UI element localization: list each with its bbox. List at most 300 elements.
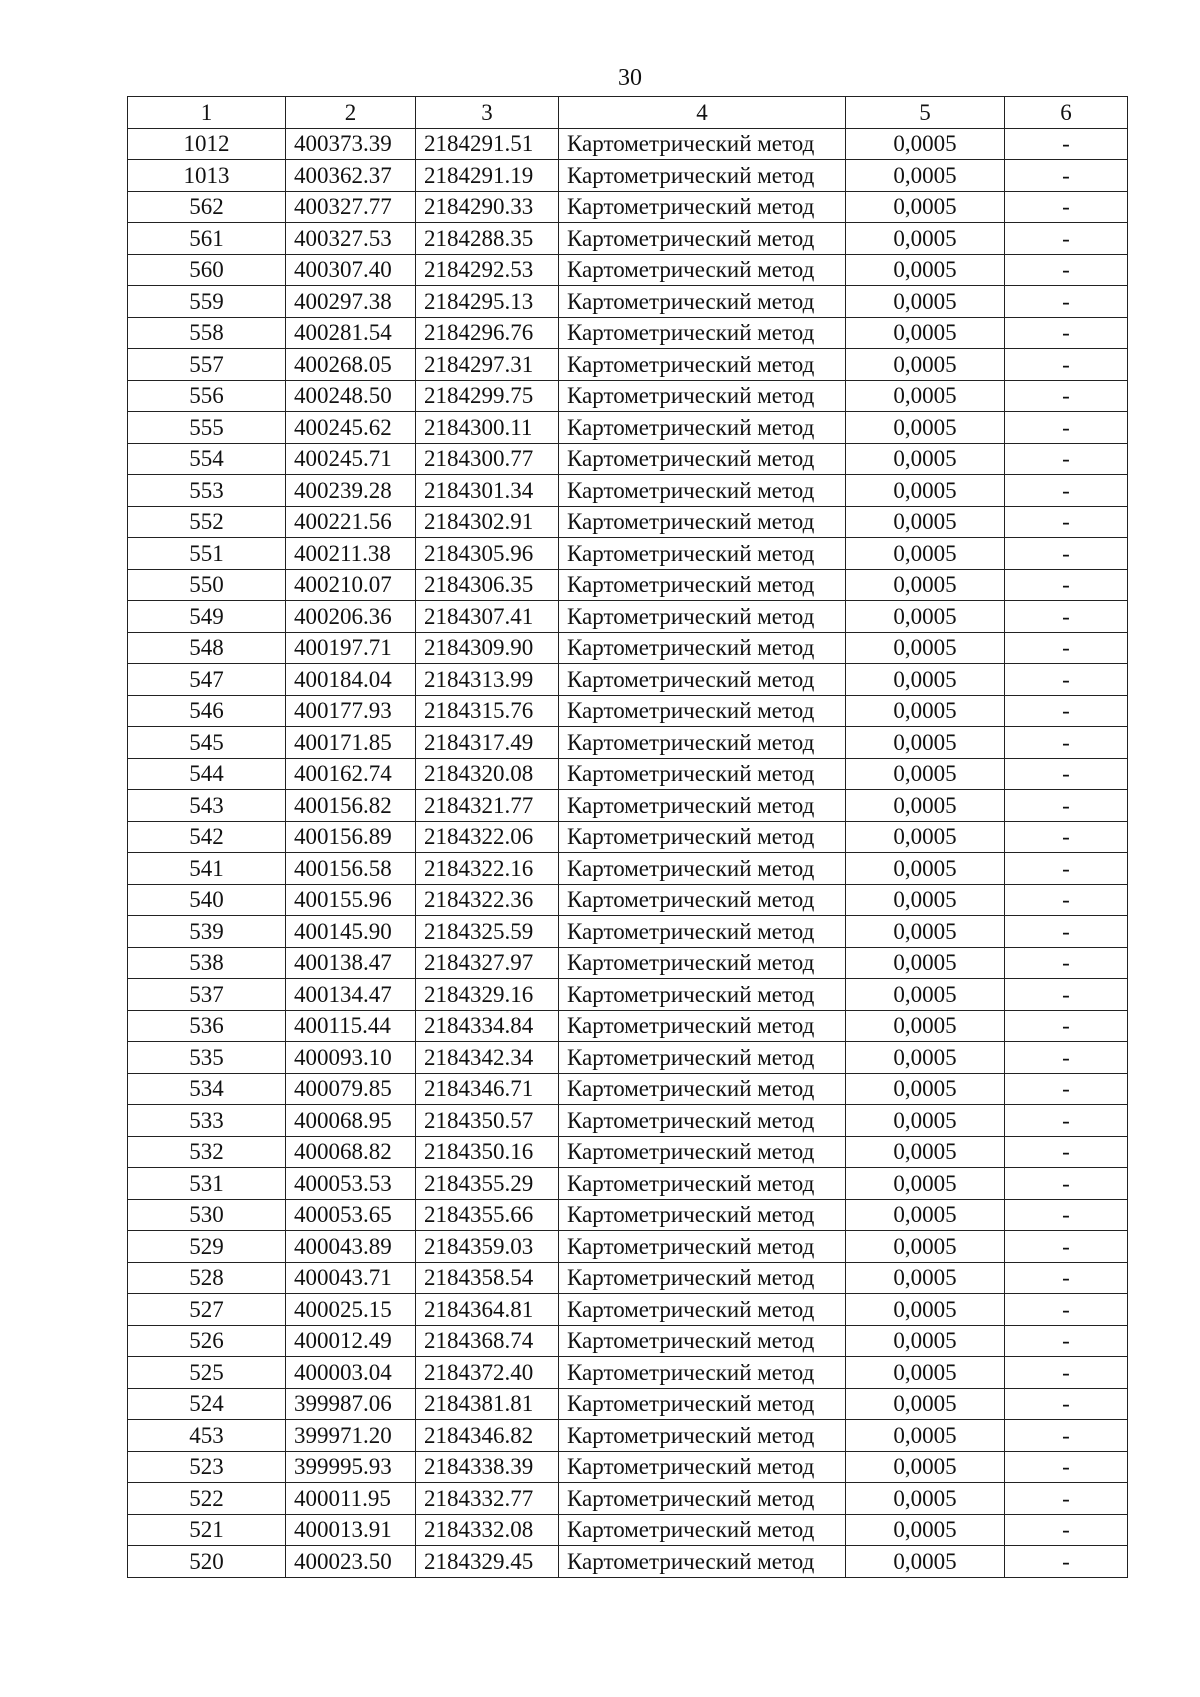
accuracy-cell: 0,0005	[846, 286, 1005, 318]
method-cell: Картометрический метод	[559, 664, 846, 696]
y-coordinate-cell: 2184322.36	[416, 884, 559, 916]
method-cell: Картометрический метод	[559, 1010, 846, 1042]
method-cell: Картометрический метод	[559, 727, 846, 759]
table-row	[128, 1136, 1128, 1168]
note-cell: -	[1005, 1231, 1128, 1263]
accuracy-cell: 0,0005	[846, 979, 1005, 1011]
point-number-cell: 527	[128, 1294, 286, 1326]
table-row	[128, 1294, 1128, 1326]
y-coordinate-cell: 2184290.33	[416, 191, 559, 223]
x-coordinate-cell: 400134.47	[286, 979, 416, 1011]
accuracy-cell: 0,0005	[846, 1420, 1005, 1452]
note-cell: -	[1005, 1010, 1128, 1042]
x-coordinate-cell: 400093.10	[286, 1042, 416, 1074]
method-cell: Картометрический метод	[559, 884, 846, 916]
note-cell: -	[1005, 632, 1128, 664]
point-number-cell: 525	[128, 1357, 286, 1389]
y-coordinate-cell: 2184350.16	[416, 1136, 559, 1168]
point-number-cell: 531	[128, 1168, 286, 1200]
method-cell: Картометрический метод	[559, 475, 846, 507]
note-cell: -	[1005, 475, 1128, 507]
x-coordinate-cell: 400221.56	[286, 506, 416, 538]
method-cell: Картометрический метод	[559, 380, 846, 412]
note-cell: -	[1005, 1199, 1128, 1231]
table-row	[128, 1514, 1128, 1546]
table-row	[128, 1168, 1128, 1200]
method-cell: Картометрический метод	[559, 254, 846, 286]
column-header-4: 4	[559, 97, 846, 129]
x-coordinate-cell: 400043.89	[286, 1231, 416, 1263]
x-coordinate-cell: 400210.07	[286, 569, 416, 601]
table-row	[128, 443, 1128, 475]
x-coordinate-cell: 400362.37	[286, 160, 416, 192]
method-cell: Картометрический метод	[559, 1451, 846, 1483]
method-cell: Картометрический метод	[559, 1357, 846, 1389]
table-header-row	[128, 97, 1128, 129]
accuracy-cell: 0,0005	[846, 1546, 1005, 1578]
table-row	[128, 286, 1128, 318]
y-coordinate-cell: 2184288.35	[416, 223, 559, 255]
y-coordinate-cell: 2184350.57	[416, 1105, 559, 1137]
method-cell: Картометрический метод	[559, 1231, 846, 1263]
method-cell: Картометрический метод	[559, 853, 846, 885]
table-row	[128, 664, 1128, 696]
point-number-cell: 542	[128, 821, 286, 853]
method-cell: Картометрический метод	[559, 1042, 846, 1074]
accuracy-cell: 0,0005	[846, 601, 1005, 633]
table-row	[128, 979, 1128, 1011]
table-row	[128, 1420, 1128, 1452]
point-number-cell: 557	[128, 349, 286, 381]
x-coordinate-cell: 399995.93	[286, 1451, 416, 1483]
point-number-cell: 541	[128, 853, 286, 885]
y-coordinate-cell: 2184306.35	[416, 569, 559, 601]
point-number-cell: 559	[128, 286, 286, 318]
y-coordinate-cell: 2184301.34	[416, 475, 559, 507]
point-number-cell: 453	[128, 1420, 286, 1452]
note-cell: -	[1005, 1105, 1128, 1137]
accuracy-cell: 0,0005	[846, 1451, 1005, 1483]
note-cell: -	[1005, 664, 1128, 696]
y-coordinate-cell: 2184297.31	[416, 349, 559, 381]
point-number-cell: 526	[128, 1325, 286, 1357]
y-coordinate-cell: 2184321.77	[416, 790, 559, 822]
accuracy-cell: 0,0005	[846, 1136, 1005, 1168]
table-row	[128, 884, 1128, 916]
method-cell: Картометрический метод	[559, 1514, 846, 1546]
x-coordinate-cell: 400155.96	[286, 884, 416, 916]
point-number-cell: 520	[128, 1546, 286, 1578]
table-row	[128, 727, 1128, 759]
point-number-cell: 547	[128, 664, 286, 696]
y-coordinate-cell: 2184309.90	[416, 632, 559, 664]
x-coordinate-cell: 400239.28	[286, 475, 416, 507]
accuracy-cell: 0,0005	[846, 758, 1005, 790]
x-coordinate-cell: 400197.71	[286, 632, 416, 664]
note-cell: -	[1005, 1420, 1128, 1452]
accuracy-cell: 0,0005	[846, 1514, 1005, 1546]
x-coordinate-cell: 400053.65	[286, 1199, 416, 1231]
table-row	[128, 223, 1128, 255]
method-cell: Картометрический метод	[559, 286, 846, 318]
method-cell: Картометрический метод	[559, 349, 846, 381]
accuracy-cell: 0,0005	[846, 160, 1005, 192]
y-coordinate-cell: 2184291.19	[416, 160, 559, 192]
method-cell: Картометрический метод	[559, 160, 846, 192]
x-coordinate-cell: 400003.04	[286, 1357, 416, 1389]
x-coordinate-cell: 400053.53	[286, 1168, 416, 1200]
page-number: 30	[618, 65, 642, 91]
y-coordinate-cell: 2184296.76	[416, 317, 559, 349]
note-cell: -	[1005, 349, 1128, 381]
method-cell: Картометрический метод	[559, 1483, 846, 1515]
accuracy-cell: 0,0005	[846, 223, 1005, 255]
table-row	[128, 601, 1128, 633]
point-number-cell: 535	[128, 1042, 286, 1074]
y-coordinate-cell: 2184291.51	[416, 128, 559, 160]
note-cell: -	[1005, 1136, 1128, 1168]
y-coordinate-cell: 2184342.34	[416, 1042, 559, 1074]
method-cell: Картометрический метод	[559, 1420, 846, 1452]
method-cell: Картометрический метод	[559, 569, 846, 601]
point-number-cell: 540	[128, 884, 286, 916]
accuracy-cell: 0,0005	[846, 569, 1005, 601]
note-cell: -	[1005, 412, 1128, 444]
method-cell: Картометрический метод	[559, 223, 846, 255]
point-number-cell: 1013	[128, 160, 286, 192]
point-number-cell: 530	[128, 1199, 286, 1231]
x-coordinate-cell: 400068.95	[286, 1105, 416, 1137]
y-coordinate-cell: 2184355.66	[416, 1199, 559, 1231]
y-coordinate-cell: 2184364.81	[416, 1294, 559, 1326]
accuracy-cell: 0,0005	[846, 1105, 1005, 1137]
y-coordinate-cell: 2184325.59	[416, 916, 559, 948]
table-row	[128, 1546, 1128, 1578]
method-cell: Картометрический метод	[559, 979, 846, 1011]
note-cell: -	[1005, 1325, 1128, 1357]
point-number-cell: 562	[128, 191, 286, 223]
table-row	[128, 475, 1128, 507]
table-row	[128, 1357, 1128, 1389]
note-cell: -	[1005, 1483, 1128, 1515]
method-cell: Картометрический метод	[559, 790, 846, 822]
y-coordinate-cell: 2184329.16	[416, 979, 559, 1011]
point-number-cell: 560	[128, 254, 286, 286]
note-cell: -	[1005, 821, 1128, 853]
table-row	[128, 191, 1128, 223]
note-cell: -	[1005, 1514, 1128, 1546]
table-row	[128, 1231, 1128, 1263]
table-row	[128, 128, 1128, 160]
x-coordinate-cell: 400145.90	[286, 916, 416, 948]
y-coordinate-cell: 2184332.77	[416, 1483, 559, 1515]
x-coordinate-cell: 400079.85	[286, 1073, 416, 1105]
y-coordinate-cell: 2184300.11	[416, 412, 559, 444]
table-row	[128, 160, 1128, 192]
accuracy-cell: 0,0005	[846, 821, 1005, 853]
point-number-cell: 543	[128, 790, 286, 822]
column-header-2: 2	[286, 97, 416, 129]
table-row	[128, 1451, 1128, 1483]
x-coordinate-cell: 400023.50	[286, 1546, 416, 1578]
table-row	[128, 1262, 1128, 1294]
note-cell: -	[1005, 128, 1128, 160]
method-cell: Картометрический метод	[559, 1073, 846, 1105]
x-coordinate-cell: 400206.36	[286, 601, 416, 633]
column-header-1: 1	[128, 97, 286, 129]
method-cell: Картометрический метод	[559, 1262, 846, 1294]
accuracy-cell: 0,0005	[846, 1357, 1005, 1389]
note-cell: -	[1005, 1262, 1128, 1294]
accuracy-cell: 0,0005	[846, 727, 1005, 759]
table-row	[128, 695, 1128, 727]
accuracy-cell: 0,0005	[846, 475, 1005, 507]
note-cell: -	[1005, 1388, 1128, 1420]
column-header-3: 3	[416, 97, 559, 129]
note-cell: -	[1005, 695, 1128, 727]
x-coordinate-cell: 400307.40	[286, 254, 416, 286]
note-cell: -	[1005, 191, 1128, 223]
note-cell: -	[1005, 254, 1128, 286]
note-cell: -	[1005, 538, 1128, 570]
point-number-cell: 522	[128, 1483, 286, 1515]
table-row	[128, 1105, 1128, 1137]
accuracy-cell: 0,0005	[846, 1073, 1005, 1105]
table-row	[128, 380, 1128, 412]
point-number-cell: 536	[128, 1010, 286, 1042]
table-row	[128, 538, 1128, 570]
method-cell: Картометрический метод	[559, 506, 846, 538]
note-cell: -	[1005, 1451, 1128, 1483]
x-coordinate-cell: 400245.62	[286, 412, 416, 444]
note-cell: -	[1005, 853, 1128, 885]
accuracy-cell: 0,0005	[846, 947, 1005, 979]
point-number-cell: 534	[128, 1073, 286, 1105]
note-cell: -	[1005, 884, 1128, 916]
method-cell: Картометрический метод	[559, 1168, 846, 1200]
accuracy-cell: 0,0005	[846, 1231, 1005, 1263]
x-coordinate-cell: 399971.20	[286, 1420, 416, 1452]
accuracy-cell: 0,0005	[846, 664, 1005, 696]
y-coordinate-cell: 2184317.49	[416, 727, 559, 759]
method-cell: Картометрический метод	[559, 443, 846, 475]
y-coordinate-cell: 2184313.99	[416, 664, 559, 696]
y-coordinate-cell: 2184299.75	[416, 380, 559, 412]
y-coordinate-cell: 2184359.03	[416, 1231, 559, 1263]
table-row	[128, 758, 1128, 790]
x-coordinate-cell: 400248.50	[286, 380, 416, 412]
note-cell: -	[1005, 1357, 1128, 1389]
accuracy-cell: 0,0005	[846, 1325, 1005, 1357]
y-coordinate-cell: 2184329.45	[416, 1546, 559, 1578]
method-cell: Картометрический метод	[559, 191, 846, 223]
note-cell: -	[1005, 443, 1128, 475]
point-number-cell: 549	[128, 601, 286, 633]
point-number-cell: 548	[128, 632, 286, 664]
accuracy-cell: 0,0005	[846, 1199, 1005, 1231]
point-number-cell: 544	[128, 758, 286, 790]
method-cell: Картометрический метод	[559, 601, 846, 633]
y-coordinate-cell: 2184322.16	[416, 853, 559, 885]
table-row	[128, 1325, 1128, 1357]
point-number-cell: 533	[128, 1105, 286, 1137]
method-cell: Картометрический метод	[559, 1325, 846, 1357]
x-coordinate-cell: 400012.49	[286, 1325, 416, 1357]
column-header-6: 6	[1005, 97, 1128, 129]
table-row	[128, 853, 1128, 885]
point-number-cell: 523	[128, 1451, 286, 1483]
table-row	[128, 1483, 1128, 1515]
method-cell: Картометрический метод	[559, 821, 846, 853]
method-cell: Картометрический метод	[559, 1294, 846, 1326]
x-coordinate-cell: 400184.04	[286, 664, 416, 696]
note-cell: -	[1005, 1042, 1128, 1074]
note-cell: -	[1005, 160, 1128, 192]
method-cell: Картометрический метод	[559, 947, 846, 979]
note-cell: -	[1005, 727, 1128, 759]
x-coordinate-cell: 400013.91	[286, 1514, 416, 1546]
table-row	[128, 1073, 1128, 1105]
accuracy-cell: 0,0005	[846, 380, 1005, 412]
method-cell: Картометрический метод	[559, 1546, 846, 1578]
note-cell: -	[1005, 317, 1128, 349]
note-cell: -	[1005, 790, 1128, 822]
table-row	[128, 317, 1128, 349]
accuracy-cell: 0,0005	[846, 412, 1005, 444]
table-row	[128, 1042, 1128, 1074]
y-coordinate-cell: 2184358.54	[416, 1262, 559, 1294]
y-coordinate-cell: 2184346.82	[416, 1420, 559, 1452]
note-cell: -	[1005, 380, 1128, 412]
point-number-cell: 553	[128, 475, 286, 507]
method-cell: Картометрический метод	[559, 1105, 846, 1137]
x-coordinate-cell: 400162.74	[286, 758, 416, 790]
x-coordinate-cell: 400268.05	[286, 349, 416, 381]
x-coordinate-cell: 400373.39	[286, 128, 416, 160]
table-row	[128, 947, 1128, 979]
point-number-cell: 537	[128, 979, 286, 1011]
y-coordinate-cell: 2184346.71	[416, 1073, 559, 1105]
point-number-cell: 550	[128, 569, 286, 601]
x-coordinate-cell: 400327.77	[286, 191, 416, 223]
note-cell: -	[1005, 506, 1128, 538]
y-coordinate-cell: 2184315.76	[416, 695, 559, 727]
note-cell: -	[1005, 601, 1128, 633]
note-cell: -	[1005, 947, 1128, 979]
table-row	[128, 349, 1128, 381]
accuracy-cell: 0,0005	[846, 191, 1005, 223]
y-coordinate-cell: 2184320.08	[416, 758, 559, 790]
accuracy-cell: 0,0005	[846, 632, 1005, 664]
accuracy-cell: 0,0005	[846, 1262, 1005, 1294]
point-number-cell: 558	[128, 317, 286, 349]
table-row	[128, 1199, 1128, 1231]
note-cell: -	[1005, 1546, 1128, 1578]
x-coordinate-cell: 400245.71	[286, 443, 416, 475]
accuracy-cell: 0,0005	[846, 1483, 1005, 1515]
method-cell: Картометрический метод	[559, 412, 846, 444]
y-coordinate-cell: 2184295.13	[416, 286, 559, 318]
point-number-cell: 554	[128, 443, 286, 475]
accuracy-cell: 0,0005	[846, 916, 1005, 948]
point-number-cell: 521	[128, 1514, 286, 1546]
point-number-cell: 555	[128, 412, 286, 444]
method-cell: Картометрический метод	[559, 1199, 846, 1231]
x-coordinate-cell: 400177.93	[286, 695, 416, 727]
point-number-cell: 524	[128, 1388, 286, 1420]
x-coordinate-cell: 400156.58	[286, 853, 416, 885]
table-row	[128, 916, 1128, 948]
table-row	[128, 790, 1128, 822]
x-coordinate-cell: 400011.95	[286, 1483, 416, 1515]
point-number-cell: 556	[128, 380, 286, 412]
accuracy-cell: 0,0005	[846, 1042, 1005, 1074]
y-coordinate-cell: 2184327.97	[416, 947, 559, 979]
column-header-5: 5	[846, 97, 1005, 129]
method-cell: Картометрический метод	[559, 1136, 846, 1168]
x-coordinate-cell: 400171.85	[286, 727, 416, 759]
y-coordinate-cell: 2184305.96	[416, 538, 559, 570]
table-body	[128, 128, 1128, 1577]
method-cell: Картометрический метод	[559, 317, 846, 349]
y-coordinate-cell: 2184302.91	[416, 506, 559, 538]
method-cell: Картометрический метод	[559, 538, 846, 570]
accuracy-cell: 0,0005	[846, 317, 1005, 349]
note-cell: -	[1005, 569, 1128, 601]
accuracy-cell: 0,0005	[846, 1294, 1005, 1326]
x-coordinate-cell: 400043.71	[286, 1262, 416, 1294]
point-number-cell: 532	[128, 1136, 286, 1168]
accuracy-cell: 0,0005	[846, 884, 1005, 916]
table-row	[128, 254, 1128, 286]
x-coordinate-cell: 400138.47	[286, 947, 416, 979]
accuracy-cell: 0,0005	[846, 254, 1005, 286]
accuracy-cell: 0,0005	[846, 506, 1005, 538]
point-number-cell: 529	[128, 1231, 286, 1263]
accuracy-cell: 0,0005	[846, 853, 1005, 885]
x-coordinate-cell: 400068.82	[286, 1136, 416, 1168]
x-coordinate-cell: 400115.44	[286, 1010, 416, 1042]
y-coordinate-cell: 2184322.06	[416, 821, 559, 853]
table-row	[128, 506, 1128, 538]
note-cell: -	[1005, 979, 1128, 1011]
note-cell: -	[1005, 1073, 1128, 1105]
y-coordinate-cell: 2184381.81	[416, 1388, 559, 1420]
method-cell: Картометрический метод	[559, 128, 846, 160]
table-row	[128, 821, 1128, 853]
point-number-cell: 546	[128, 695, 286, 727]
method-cell: Картометрический метод	[559, 758, 846, 790]
point-number-cell: 528	[128, 1262, 286, 1294]
point-number-cell: 1012	[128, 128, 286, 160]
table-row	[128, 1010, 1128, 1042]
x-coordinate-cell: 400297.38	[286, 286, 416, 318]
note-cell: -	[1005, 916, 1128, 948]
note-cell: -	[1005, 1168, 1128, 1200]
point-number-cell: 538	[128, 947, 286, 979]
x-coordinate-cell: 400025.15	[286, 1294, 416, 1326]
x-coordinate-cell: 400327.53	[286, 223, 416, 255]
table-row	[128, 1388, 1128, 1420]
coordinates-table	[127, 96, 1128, 1578]
table-row	[128, 412, 1128, 444]
point-number-cell: 545	[128, 727, 286, 759]
method-cell: Картометрический метод	[559, 916, 846, 948]
accuracy-cell: 0,0005	[846, 695, 1005, 727]
accuracy-cell: 0,0005	[846, 349, 1005, 381]
note-cell: -	[1005, 286, 1128, 318]
accuracy-cell: 0,0005	[846, 1010, 1005, 1042]
